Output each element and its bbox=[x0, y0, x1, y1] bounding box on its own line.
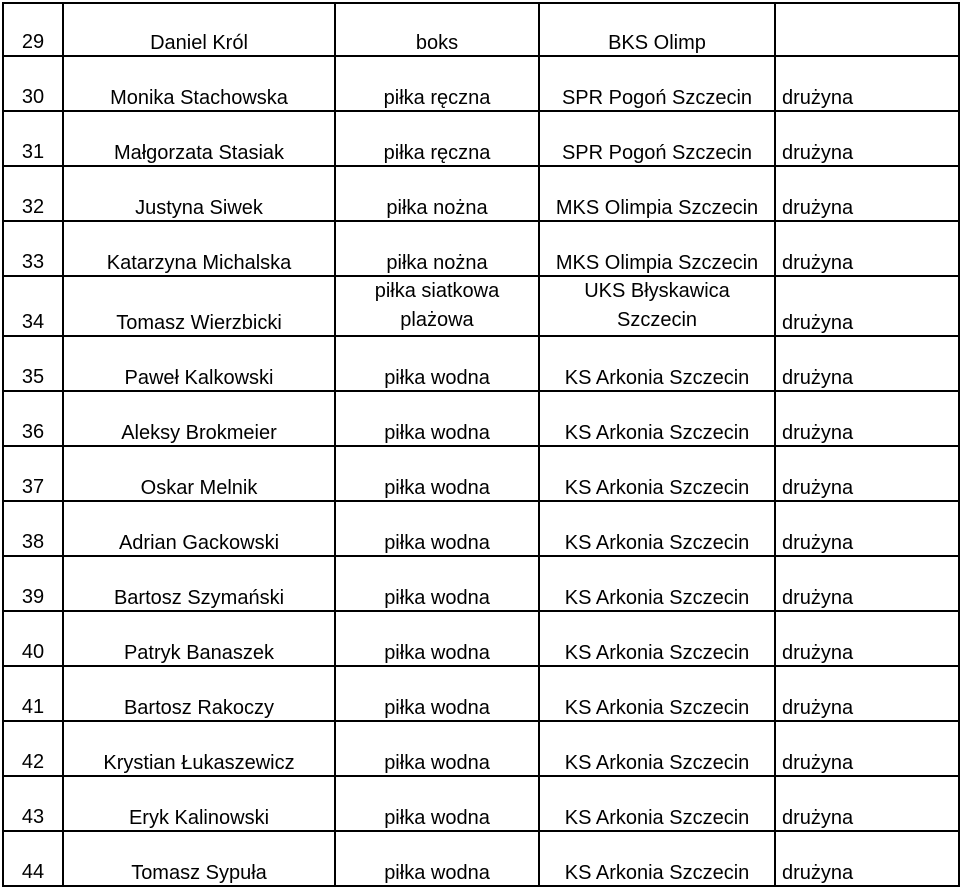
row-number: 40 bbox=[3, 611, 63, 666]
athlete-name: Tomasz Sypuła bbox=[63, 831, 335, 886]
athlete-name: Justyna Siwek bbox=[63, 166, 335, 221]
competition-type: drużyna bbox=[775, 56, 959, 111]
club: KS Arkonia Szczecin bbox=[539, 611, 775, 666]
table-row bbox=[3, 221, 959, 276]
row-number: 31 bbox=[3, 111, 63, 166]
club: KS Arkonia Szczecin bbox=[539, 721, 775, 776]
table-row bbox=[3, 276, 959, 336]
row-number: 35 bbox=[3, 336, 63, 391]
table-row bbox=[3, 666, 959, 721]
table-row bbox=[3, 721, 959, 776]
discipline: piłka ręczna bbox=[335, 56, 539, 111]
athlete-name: Małgorzata Stasiak bbox=[63, 111, 335, 166]
discipline: boks bbox=[335, 3, 539, 56]
club: SPR Pogoń Szczecin bbox=[539, 56, 775, 111]
row-number: 34 bbox=[3, 276, 63, 336]
row-number: 29 bbox=[3, 3, 63, 56]
table-row bbox=[3, 611, 959, 666]
athlete-name: Patryk Banaszek bbox=[63, 611, 335, 666]
table-row bbox=[3, 446, 959, 501]
discipline: piłka wodna bbox=[335, 501, 539, 556]
athlete-name: Adrian Gackowski bbox=[63, 501, 335, 556]
athlete-name: Katarzyna Michalska bbox=[63, 221, 335, 276]
row-number: 32 bbox=[3, 166, 63, 221]
club: BKS Olimp bbox=[539, 3, 775, 56]
row-number: 37 bbox=[3, 446, 63, 501]
row-number: 42 bbox=[3, 721, 63, 776]
table-row bbox=[3, 391, 959, 446]
club: MKS Olimpia Szczecin bbox=[539, 221, 775, 276]
club: KS Arkonia Szczecin bbox=[539, 776, 775, 831]
competition-type: drużyna bbox=[775, 501, 959, 556]
club: KS Arkonia Szczecin bbox=[539, 391, 775, 446]
table-row bbox=[3, 3, 959, 56]
athlete-name: Krystian Łukaszewicz bbox=[63, 721, 335, 776]
table-row bbox=[3, 556, 959, 611]
competition-type: drużyna bbox=[775, 276, 959, 336]
table-row bbox=[3, 111, 959, 166]
competition-type: drużyna bbox=[775, 166, 959, 221]
table-row bbox=[3, 501, 959, 556]
club: KS Arkonia Szczecin bbox=[539, 831, 775, 886]
athlete-name: Bartosz Rakoczy bbox=[63, 666, 335, 721]
club: UKS Błyskawica Szczecin bbox=[539, 276, 775, 336]
club: KS Arkonia Szczecin bbox=[539, 556, 775, 611]
discipline: piłka wodna bbox=[335, 666, 539, 721]
athlete-name: Monika Stachowska bbox=[63, 56, 335, 111]
row-number: 39 bbox=[3, 556, 63, 611]
table-row bbox=[3, 56, 959, 111]
row-number: 44 bbox=[3, 831, 63, 886]
competition-type: drużyna bbox=[775, 221, 959, 276]
discipline: piłka wodna bbox=[335, 391, 539, 446]
competition-type: drużyna bbox=[775, 111, 959, 166]
discipline: piłka ręczna bbox=[335, 111, 539, 166]
row-number: 41 bbox=[3, 666, 63, 721]
competition-type: drużyna bbox=[775, 666, 959, 721]
discipline: piłka wodna bbox=[335, 776, 539, 831]
discipline: piłka wodna bbox=[335, 556, 539, 611]
row-number: 33 bbox=[3, 221, 63, 276]
club: MKS Olimpia Szczecin bbox=[539, 166, 775, 221]
competition-type: drużyna bbox=[775, 611, 959, 666]
competition-type: drużyna bbox=[775, 391, 959, 446]
competition-type: drużyna bbox=[775, 336, 959, 391]
athlete-name: Daniel Król bbox=[63, 3, 335, 56]
club: KS Arkonia Szczecin bbox=[539, 666, 775, 721]
athlete-name: Aleksy Brokmeier bbox=[63, 391, 335, 446]
table-row bbox=[3, 336, 959, 391]
table-row bbox=[3, 831, 959, 886]
discipline: piłka wodna bbox=[335, 336, 539, 391]
row-number: 30 bbox=[3, 56, 63, 111]
club: KS Arkonia Szczecin bbox=[539, 336, 775, 391]
competition-type: drużyna bbox=[775, 446, 959, 501]
competition-type: drużyna bbox=[775, 831, 959, 886]
competition-type: drużyna bbox=[775, 776, 959, 831]
athletes-table-body bbox=[3, 3, 959, 886]
discipline: piłka wodna bbox=[335, 721, 539, 776]
competition-type bbox=[775, 3, 959, 56]
club: KS Arkonia Szczecin bbox=[539, 446, 775, 501]
club: SPR Pogoń Szczecin bbox=[539, 111, 775, 166]
discipline: piłka nożna bbox=[335, 166, 539, 221]
table-row bbox=[3, 166, 959, 221]
club: KS Arkonia Szczecin bbox=[539, 501, 775, 556]
athletes-table bbox=[2, 2, 960, 887]
row-number: 38 bbox=[3, 501, 63, 556]
discipline: piłka nożna bbox=[335, 221, 539, 276]
athlete-name: Eryk Kalinowski bbox=[63, 776, 335, 831]
table-row bbox=[3, 776, 959, 831]
athlete-name: Paweł Kalkowski bbox=[63, 336, 335, 391]
discipline: piłka wodna bbox=[335, 831, 539, 886]
athlete-name: Tomasz Wierzbicki bbox=[63, 276, 335, 336]
discipline: piłka wodna bbox=[335, 611, 539, 666]
discipline: piłka siatkowa plażowa bbox=[335, 276, 539, 336]
competition-type: drużyna bbox=[775, 721, 959, 776]
row-number: 43 bbox=[3, 776, 63, 831]
athlete-name: Oskar Melnik bbox=[63, 446, 335, 501]
discipline: piłka wodna bbox=[335, 446, 539, 501]
competition-type: drużyna bbox=[775, 556, 959, 611]
athlete-name: Bartosz Szymański bbox=[63, 556, 335, 611]
row-number: 36 bbox=[3, 391, 63, 446]
